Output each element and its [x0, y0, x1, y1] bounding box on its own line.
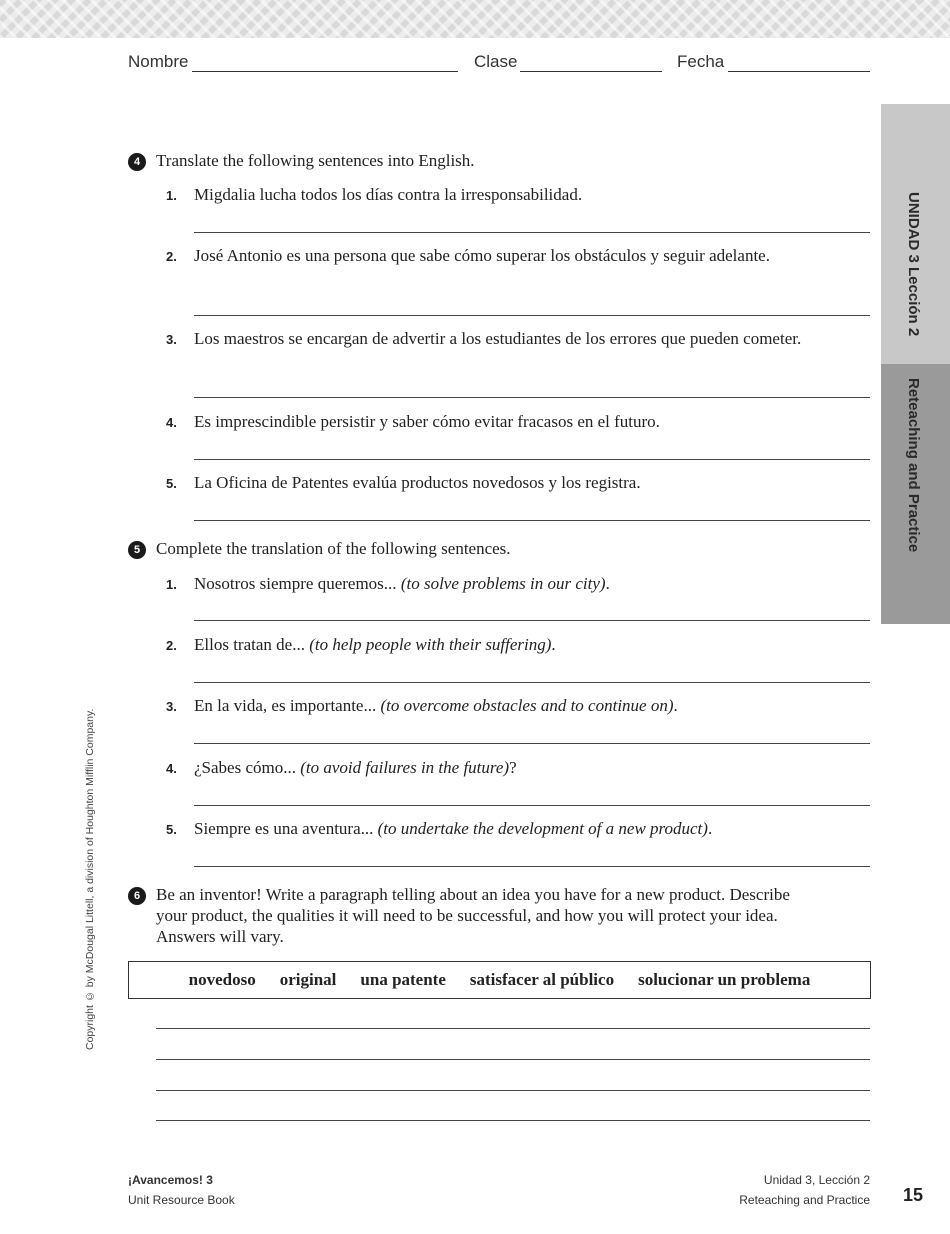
- page-number: 15: [903, 1185, 924, 1205]
- paragraph-line-4[interactable]: [156, 1120, 870, 1121]
- s4-item-2-number: 2.: [166, 249, 177, 264]
- side-tab-unit-text: UNIDAD 3 Lección 2: [905, 192, 922, 337]
- section-4-instruction: Translate the following sentences into English.: [156, 151, 475, 170]
- s4-item-5-number: 5.: [166, 476, 177, 491]
- s4-item-1-answer-line[interactable]: [194, 232, 870, 233]
- paragraph-line-3[interactable]: [156, 1090, 870, 1091]
- s4-item-1-number: 1.: [166, 188, 177, 203]
- word-bank-item: satisfacer al público: [469, 970, 615, 989]
- word-bank: [128, 961, 871, 999]
- side-tab-section-text: Reteaching and Practice: [905, 378, 922, 553]
- s5-item-5-hint: (to undertake the development of a new product): [377, 819, 708, 838]
- fecha-field[interactable]: [728, 71, 870, 72]
- paragraph-line-2[interactable]: [156, 1059, 870, 1060]
- s5-item-1-hint: (to solve problems in our city): [400, 574, 606, 593]
- s4-item-3-number: 3.: [166, 332, 177, 347]
- s5-item-3-text: En la vida, es importante... (to overcome obstacles and to continue on).: [194, 696, 678, 715]
- nombre-field[interactable]: [192, 71, 458, 72]
- s5-item-3-number: 3.: [166, 699, 177, 714]
- s5-item-4-text: ¿Sabes cómo... (to avoid failures in the future)?: [194, 758, 517, 777]
- s5-item-2-hint: (to help people with their suffering): [309, 635, 552, 654]
- decorative-banner: [0, 0, 950, 38]
- s5-item-3-hint: (to overcome obstacles and to continue on): [380, 696, 674, 715]
- footer-book-subtitle: Unit Resource Book: [128, 1193, 235, 1207]
- s5-item-4-hint: (to avoid failures in the future): [300, 758, 510, 777]
- word-bank-item: una patente: [360, 970, 446, 989]
- paragraph-line-1[interactable]: [156, 1028, 870, 1029]
- s4-item-2-answer-line[interactable]: [194, 315, 870, 316]
- section-6-instruction: Be an inventor! Write a paragraph telling about an idea you have for a new product. Describe your product, the qualities it will need to be successful, and how you will protect your idea. Answers will vary.: [156, 885, 790, 946]
- s5-item-2-text: Ellos tratan de... (to help people with their suffering).: [194, 635, 556, 654]
- s4-item-4-number: 4.: [166, 415, 177, 430]
- s5-item-1-number: 1.: [166, 577, 177, 592]
- s4-item-1-text: Migdalia lucha todos los días contra la irresponsabilidad.: [194, 185, 583, 204]
- copyright-notice: Copyright © by McDougal Littell, a division of Houghton Mifflin Company.: [84, 708, 96, 1050]
- s4-item-3-text: Los maestros se encargan de advertir a los estudiantes de los errores que pueden cometer.: [194, 329, 802, 348]
- word-bank-item: solucionar un problema: [638, 970, 811, 989]
- s4-item-5-text: La Oficina de Patentes evalúa productos novedosos y los registra.: [194, 473, 641, 492]
- s5-item-3-answer-line[interactable]: [194, 743, 870, 744]
- clase-label: Clase: [474, 52, 518, 71]
- footer-book-title: ¡Avancemos! 3: [128, 1173, 213, 1187]
- s4-item-3-answer-line[interactable]: [194, 397, 870, 398]
- s4-item-2-text: José Antonio es una persona que sabe cómo superar los obstáculos y seguir adelante.: [194, 246, 770, 265]
- s4-item-4-text: Es imprescindible persistir y saber cómo evitar fracasos en el futuro.: [194, 412, 660, 431]
- footer-unit: Unidad 3, Lección 2: [763, 1173, 870, 1187]
- s5-item-5-number: 5.: [166, 822, 177, 837]
- s4-item-5-answer-line[interactable]: [194, 520, 870, 521]
- s5-item-4-answer-line[interactable]: [194, 805, 870, 806]
- section-5-instruction: Complete the translation of the following sentences.: [156, 539, 511, 558]
- word-bank-item: novedoso: [188, 970, 256, 989]
- section-4-number: 4: [128, 153, 146, 171]
- footer-book: [128, 1170, 235, 1210]
- fecha-label: Fecha: [677, 52, 725, 71]
- section-5-number: 5: [128, 541, 146, 559]
- s5-item-2-number: 2.: [166, 638, 177, 653]
- footer-lesson: [739, 1170, 870, 1210]
- word-bank-item: original: [279, 970, 337, 989]
- s5-item-1-answer-line[interactable]: [194, 620, 870, 621]
- s5-item-5-answer-line[interactable]: [194, 866, 870, 867]
- s5-item-4-number: 4.: [166, 761, 177, 776]
- section-6-number: 6: [128, 887, 146, 905]
- footer-section: Reteaching and Practice: [739, 1193, 870, 1207]
- s5-item-5-text: Siempre es una aventura... (to undertake the development of a new product).: [194, 819, 713, 838]
- s5-item-1-text: Nosotros siempre queremos... (to solve problems in our city).: [194, 574, 610, 593]
- clase-field[interactable]: [520, 71, 662, 72]
- s5-item-2-answer-line[interactable]: [194, 682, 870, 683]
- s4-item-4-answer-line[interactable]: [194, 459, 870, 460]
- nombre-label: Nombre: [128, 52, 189, 71]
